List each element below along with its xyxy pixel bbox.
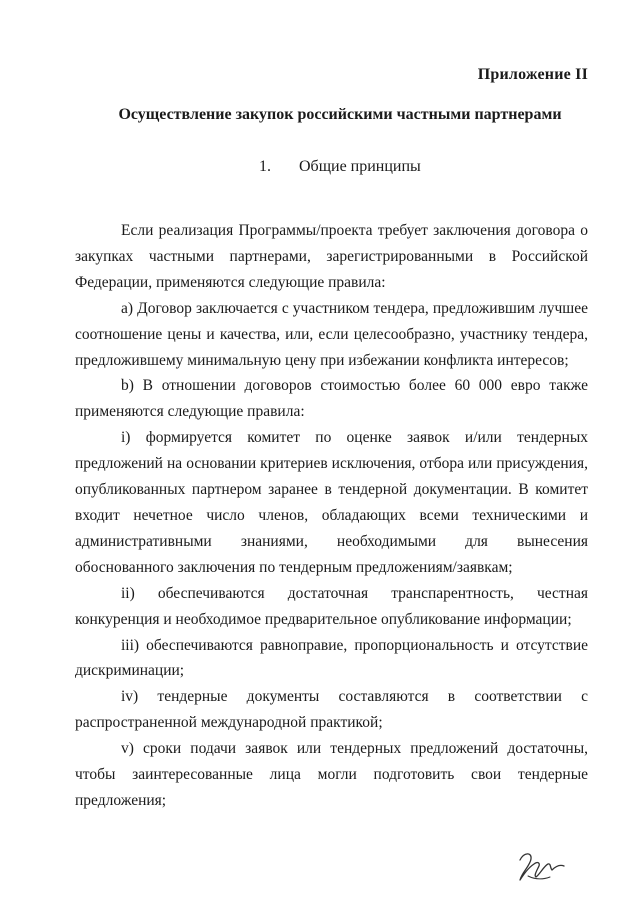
rule-b-v-paragraph: v) сроки подачи заявок или тендерных предложений достаточны, чтобы заинтересованные лица могли подготовить свои тендерные предложения; bbox=[75, 740, 588, 809]
section-heading-text: Общие принципы bbox=[299, 158, 421, 175]
appendix-label: Приложение II bbox=[477, 66, 588, 83]
rule-b-iv-paragraph: iv) тендерные документы составляются в соответствии с распространенной международной практикой; bbox=[75, 688, 588, 732]
signature-icon bbox=[514, 846, 572, 886]
section-heading bbox=[259, 158, 421, 176]
document-body bbox=[75, 218, 588, 814]
rule-b-i-paragraph: i) формируется комитет по оценке заявок и/или тендерных предложений на основании критериев исключения, отбора или присуждения, опубликованных партнером заранее в тендерной документации. В комитет входит нечетное число членов, обладающих всеми техническими и административными знаниями, необходимыми для вынесения обоснованного заключения по тендерным предложениям/заявкам; bbox=[75, 429, 588, 576]
rule-b-iii-paragraph: iii) обеспечиваются равноправие, пропорциональность и отсутствие дискриминации; bbox=[75, 636, 588, 680]
rule-b-ii-paragraph: ii) обеспечиваются достаточная транспарентность, честная конкуренция и необходимое предварительное опубликование информации; bbox=[75, 584, 588, 628]
intro-paragraph: Если реализация Программы/проекта требует заключения договора о закупках частными партнерами, зарегистрированными в Российской Федерации, применяются следующие правила: bbox=[75, 222, 588, 291]
section-number: 1. bbox=[259, 158, 271, 175]
rule-b-paragraph: b) В отношении договоров стоимостью более 60 000 евро также применяются следующие правила: bbox=[75, 377, 588, 421]
rule-a-paragraph: a) Договор заключается с участником тендера, предложившим лучшее соотношение цены и качества, или, если целесообразно, участнику тендера, предложившему минимальную цену при избежании конфликта интересов; bbox=[75, 299, 588, 369]
document-title: Осуществление закупок российскими частными партнерами bbox=[118, 106, 562, 123]
